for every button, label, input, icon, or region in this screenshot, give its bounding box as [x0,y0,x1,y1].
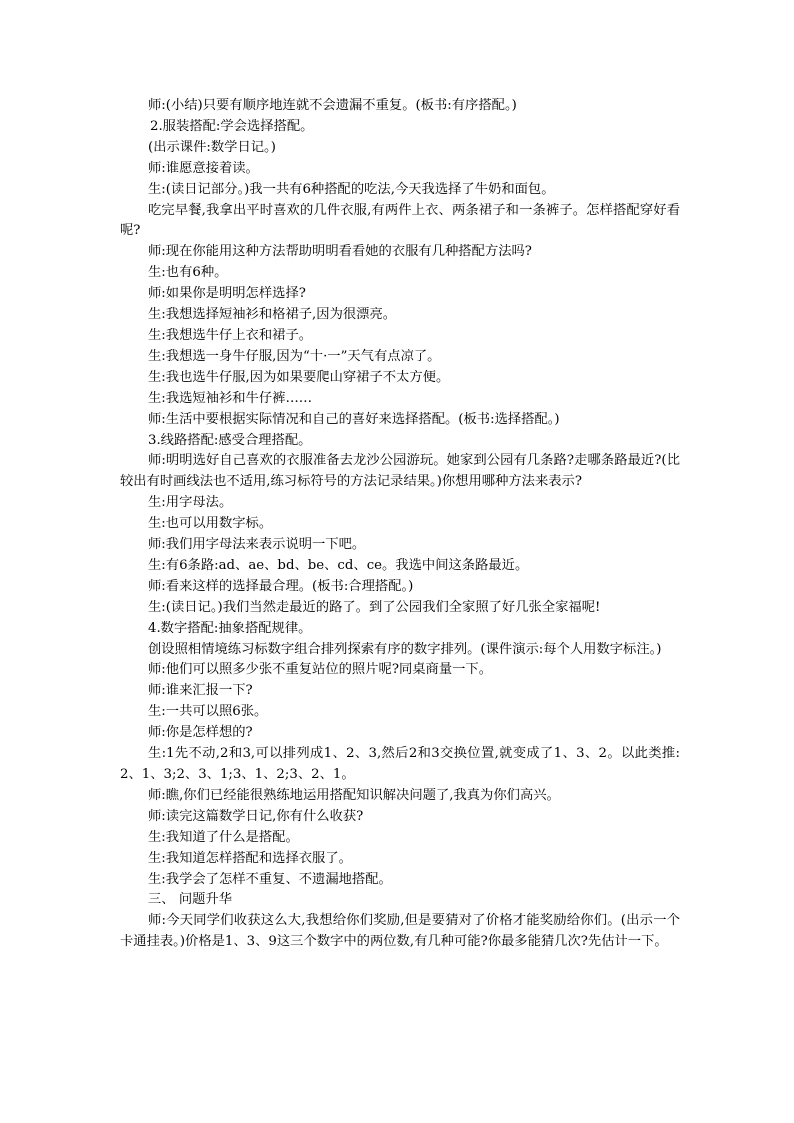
paragraph: 生:(读日记部分。)我一共有6种搭配的吃法,今天我选择了牛奶和面包。 [148,181,555,197]
paragraph: 吃完早餐,我拿出平时喜欢的几件衣服,有两件上衣、两条裙子和一条裤子。怎样搭配穿好看呢? [120,202,680,239]
paragraph: 师:今天同学们收获这么大,我想给你们奖励,但是要猜对了价格才能奖励给你们。(出示一个卡通挂表。)价格是1、3、9这三个数字中的两位数,有几种可能?你最多能猜几次?先估计一下。 [120,913,680,950]
paragraph: 生:用字母法。 [148,495,233,511]
paragraph: 生:我想选牛仔上衣和裙子。 [148,327,313,343]
section-heading: 4.数字搭配:抽象搭配规律。 [148,620,312,636]
section-heading: 三、 问题升华 [148,892,233,908]
paragraph: 师:现在你能用这种方法帮助明明看看她的衣服有几种搭配方法吗? [148,244,532,260]
document-body [120,96,680,953]
paragraph: 生:一共可以照6张。 [148,704,268,720]
paragraph: 生:也可以用数字标。 [148,516,273,532]
paragraph: 师:瞧,你们已经能很熟练地运用搭配知识解决问题了,我真为你们高兴。 [148,787,560,803]
paragraph: 生:(读日记。)我们当然走最近的路了。到了公园我们全家照了好几张全家福呢! [148,599,601,615]
paragraph: 师:读完这篇数学日记,你有什么收获? [148,808,364,824]
paragraph: 师:如果你是明明怎样选择? [148,286,306,302]
section-heading: 3.线路搭配:感受合理搭配。 [148,432,312,448]
paragraph: 生:1先不动,2和3,可以排列成1、2、3,然后2和3交换位置,就变成了1、3、2。以此类推:2、1、3;2、3、1;3、1、2;3、2、1。 [120,746,680,782]
paragraph: 师:谁愿意接着读。 [148,160,259,176]
paragraph: 师:他们可以照多少张不重复站位的照片呢?同桌商量一下。 [148,662,493,678]
paragraph: 生:有6条路:ad、ae、bd、be、cd、ce。我选中间这条路最近。 [148,557,529,573]
paragraph: 生:我也选牛仔服,因为如果要爬山穿裙子不太方便。 [148,369,450,385]
paragraph: (出示课件:数学日记。) [148,139,276,155]
paragraph: 师:我们用字母法来表示说明一下吧。 [148,537,366,553]
paragraph: 师:明明选好自己喜欢的衣服准备去龙沙公园游玩。她家到公园有几条路?走哪条路最近?(比较出有时画线法也不适用,练习标符号的方法记录结果。)你想用哪种方法来表示? [120,453,680,490]
paragraph: 生:我选短袖衫和牛仔裤…… [148,390,313,406]
paragraph: 生:我知道了什么是搭配。 [148,829,299,845]
paragraph: 生:我想选一身牛仔服,因为“十·一”天气有点凉了。 [148,348,441,364]
paragraph: 师:看来这样的选择最合理。(板书:合理搭配。) [148,578,414,594]
section-heading: 2.服装搭配:学会选择搭配。 [150,118,314,134]
paragraph: 生:我知道怎样搭配和选择衣服了。 [148,850,352,866]
paragraph: 师:(小结)只要有顺序地连就不会遗漏不重复。(板书:有序搭配。) [148,98,517,113]
paragraph: 师:你是怎样想的? [148,725,253,741]
paragraph: 师:谁来汇报一下? [148,683,253,699]
paragraph: 师:生活中要根据实际情况和自己的喜好来选择搭配。(板书:选择搭配。) [148,411,560,427]
paragraph: 生:也有6种。 [148,265,228,281]
paragraph: 生:我想选择短袖衫和格裙子,因为很漂亮。 [148,307,397,323]
paragraph: 创设照相情境练习标数字组合排列探索有序的数字排列。(课件演示:每个人用数字标注。) [148,641,662,657]
paragraph: 生:我学会了怎样不重复、不遗漏地搭配。 [148,871,392,887]
